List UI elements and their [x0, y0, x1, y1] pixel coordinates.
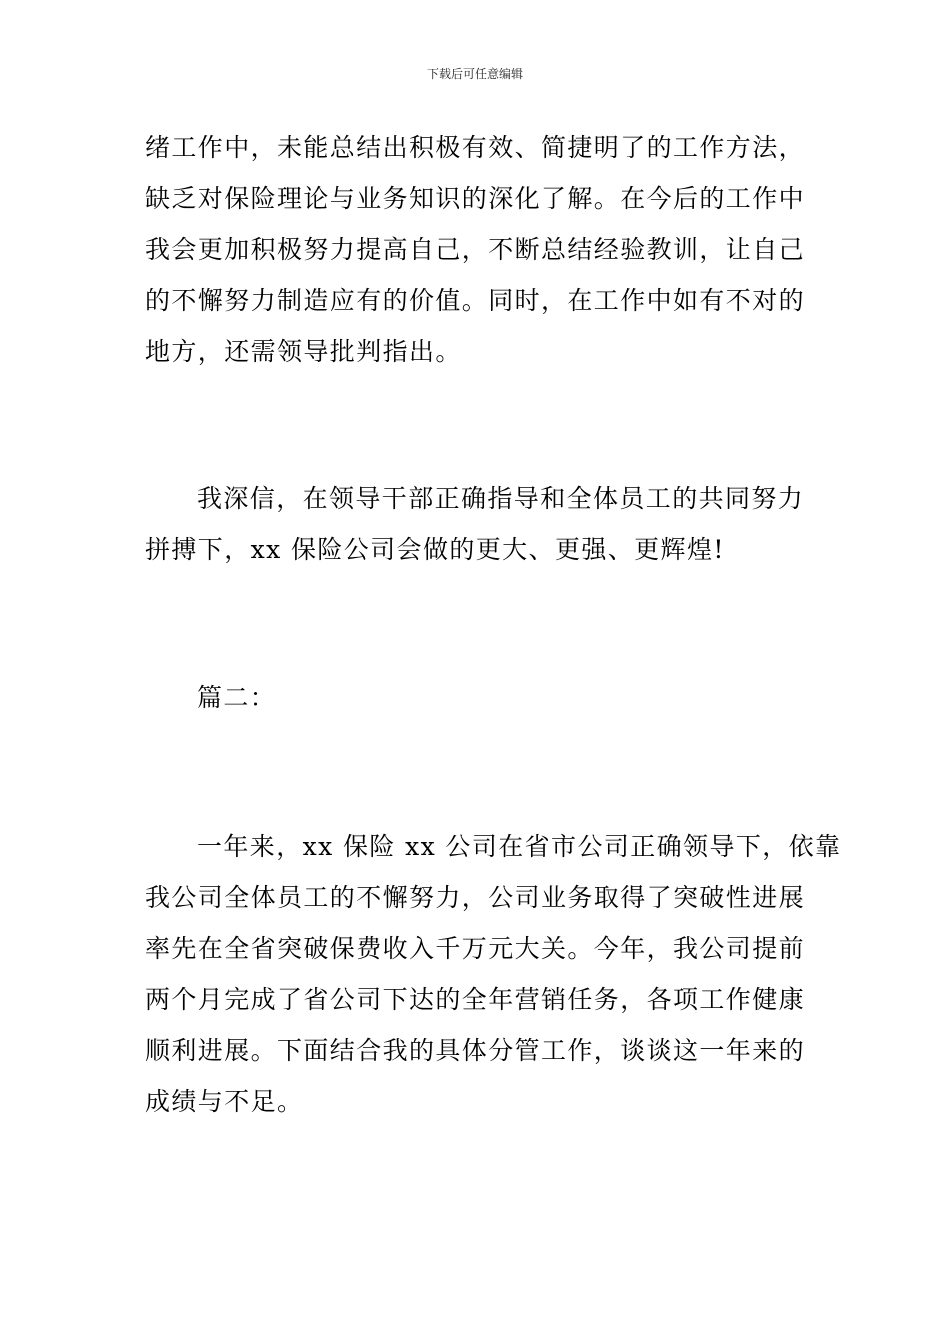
paragraph-continuation [145, 122, 807, 377]
paragraph-conclusion [145, 473, 807, 575]
page-header: 下载后可任意编辑 [426, 67, 523, 81]
text-line: 缺乏对保险理论与业务知识的深化了解。在今后的工作中 [145, 184, 806, 213]
text-line: 的不懈努力制造应有的价值。同时，在工作中如有不对的 [145, 286, 806, 315]
text-line: 率先在全省突破保费收入千万元大关。今年，我公司提前 [145, 934, 806, 963]
text-line: 地方，还需领导批判指出。 [145, 337, 462, 366]
text-line: 绪工作中，未能总结出积极有效、简捷明了的工作方法， [145, 133, 806, 162]
section-heading [145, 672, 807, 723]
text-line: 我公司全体员工的不懈努力，公司业务取得了突破性进展 [145, 883, 806, 912]
text-line: 一年来，xx 保险 xx 公司在省市公司正确领导下，依靠 [197, 832, 842, 861]
text-line: 顺利进展。下面结合我的具体分管工作，谈谈这一年来的 [145, 1036, 806, 1065]
text-line: 成绩与不足。 [145, 1087, 304, 1116]
paragraph-intro [145, 821, 842, 1127]
text-line: 我深信，在领导干部正确指导和全体员工的共同努力 [197, 484, 805, 513]
text-line: 两个月完成了省公司下达的全年营销任务，各项工作健康 [145, 985, 806, 1014]
heading-text: 篇二： [197, 683, 277, 712]
text-line: 我会更加积极努力提高自己，不断总结经验教训，让自己 [145, 235, 806, 264]
text-line: 拼搏下，xx 保险公司会做的更大、更强、更辉煌! [145, 535, 725, 564]
